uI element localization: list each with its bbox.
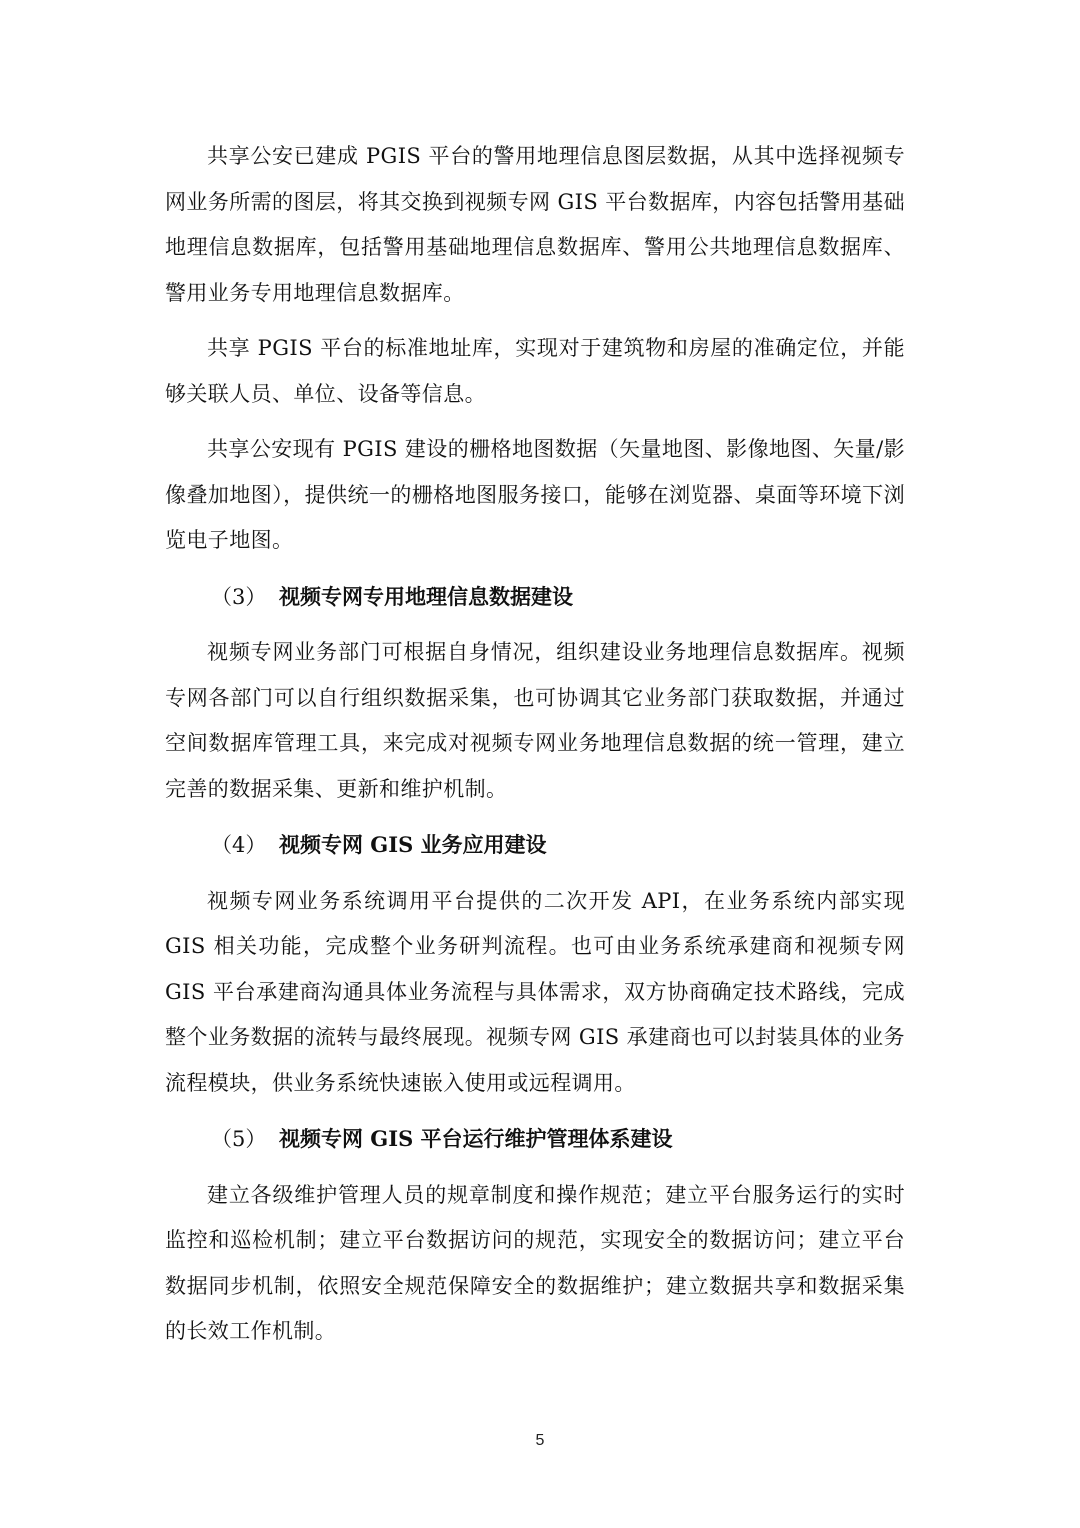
section-heading-4: [165, 822, 905, 869]
section-heading-5: [165, 1116, 905, 1163]
section-heading-3: [165, 574, 905, 621]
section-heading-5-title: 视频专网 GIS 平台运行维护管理体系建设: [279, 1126, 673, 1151]
section-heading-5-number: （5）: [211, 1127, 267, 1151]
page-number: 5: [535, 1432, 545, 1449]
section-heading-3-number: （3）: [211, 584, 267, 609]
paragraph-business-app: 视频专网业务系统调用平台提供的二次开发 API，在业务系统内部实现 GIS 相关功能，完成整个业务研判流程。也可由业务系统承建商和视频专网 GIS 平台承建商沟通具体业务流程与具体需求，双方协商确定技术路线，完成整个业务数据的流转与最终展现。视频专网 GIS 承建商也可以封装具体的业务流程模块，供业务系统快速嵌入使用或远程调用。: [165, 888, 905, 1095]
paragraph-raster-map: 共享公安现有 PGIS 建设的栅格地图数据（矢量地图、影像地图、矢量/影像叠加地图），提供统一的栅格地图服务接口，能够在浏览器、桌面等环境下浏览电子地图。: [165, 437, 905, 552]
section-heading-3-title: 视频专网专用地理信息数据建设: [279, 583, 573, 609]
page-content: [165, 134, 905, 1355]
paragraph-dedicated-data: 视频专网业务部门可根据自身情况，组织建设业务地理信息数据库。视频专网各部门可以自行组织数据采集，也可协调其它业务部门获取数据，并通过空间数据库管理工具，来完成对视频专网业务地理信息数据的统一管理，建立完善的数据采集、更新和维护机制。: [165, 640, 905, 801]
paragraph-maintenance: 建立各级维护管理人员的规章制度和操作规范；建立平台服务运行的实时监控和巡检机制；建立平台数据访问的规范，实现安全的数据访问；建立平台数据同步机制，依照安全规范保障安全的数据维护；建立数据共享和数据采集的长效工作机制。: [165, 1182, 905, 1343]
paragraph-pgis-layers: 共享公安已建成 PGIS 平台的警用地理信息图层数据，从其中选择视频专网业务所需的图层，将其交换到视频专网 GIS 平台数据库，内容包括警用基础地理信息数据库，包括警用基础地理信息数据库、警用公共地理信息数据库、警用业务专用地理信息数据库。: [165, 144, 905, 305]
section-heading-4-number: （4）: [211, 833, 267, 857]
paragraph-address-library: 共享 PGIS 平台的标准地址库，实现对于建筑物和房屋的准确定位，并能够关联人员、单位、设备等信息。: [165, 336, 905, 406]
section-heading-4-title: 视频专网 GIS 业务应用建设: [279, 832, 547, 857]
